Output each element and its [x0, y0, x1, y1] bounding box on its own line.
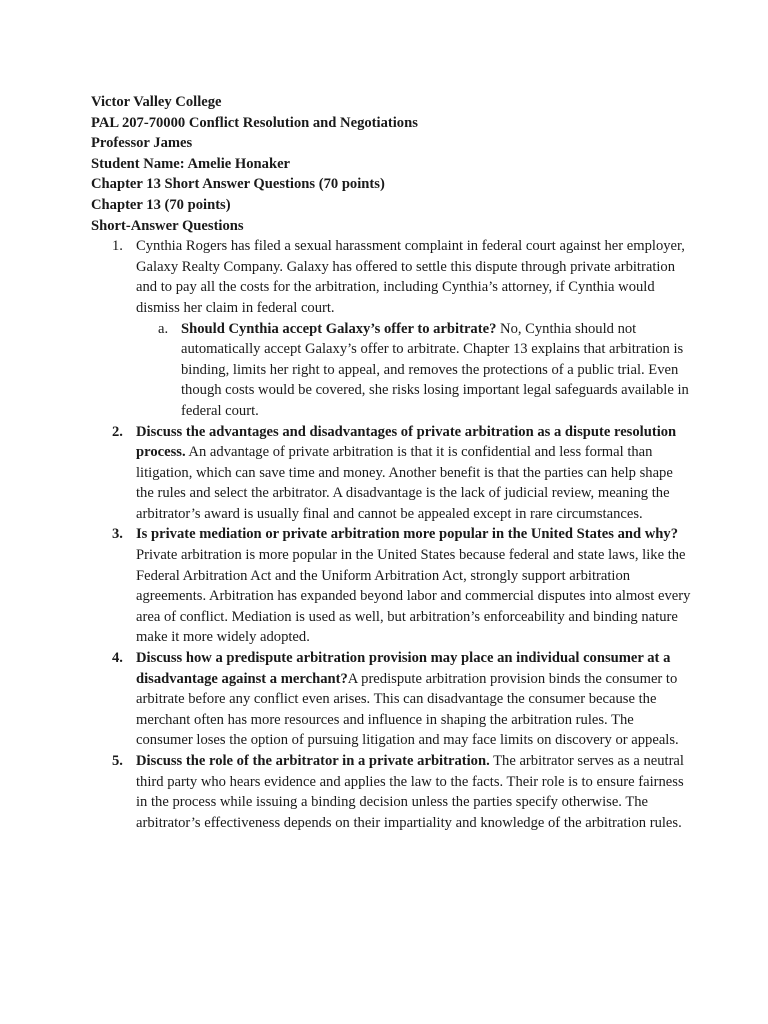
- sub-question-item: [136, 319, 691, 422]
- question-item-3: [91, 524, 691, 648]
- question-text: Is private mediation or private arbitration more popular in the United States and why?: [136, 526, 679, 543]
- question-item-2: [91, 422, 691, 525]
- sub-answer-text: No, Cynthia should not automatically accept Galaxy’s offer to arbitrate. Chapter 13 explains that arbitration is binding, limits her right to appeal, and removes the protections of a public trial. Even though costs would be covered, she risks losing important legal safeguards available in federal court.: [181, 320, 689, 419]
- question-number: 4.: [112, 650, 123, 667]
- question-number: 2.: [112, 423, 123, 440]
- student-name: Student Name: Amelie Honaker: [91, 155, 291, 172]
- question-text: Discuss how a predispute arbitration provision may place an individual consumer at a disadvantage against a merchant?: [136, 650, 671, 687]
- question-item-4: [91, 648, 691, 751]
- question-text: Discuss the advantages and disadvantages of private arbitration as a dispute resolution process.: [136, 423, 677, 461]
- question-number: 3.: [112, 526, 123, 543]
- question-item-1: [91, 236, 691, 421]
- question-paragraph: [136, 751, 691, 833]
- answer-text: An advantage of private arbitration is that it is confidential and less formal than litigation, which can save time and money. Another benefit is that the parties can help shape the rules and select the arbitrator. A disadvantage is the lack of judicial review, meaning the arbitrator’s award is usually final and cannot be appealed except in rare circumstances.: [136, 444, 673, 522]
- answer-text: Private arbitration is more popular in the United States because federal and state laws, like the Federal Arbitration Act and the Uniform Arbitration Act, strongly support arbitration agreements. Arbitration has expanded beyond labor and commercial disputes into almost every area of conflict. Mediation is used as well, but arbitration’s enforceability and binding nature make it more widely adopted.: [136, 547, 691, 646]
- question-item-5: [91, 751, 691, 833]
- answer-text: The arbitrator serves as a neutral third party who hears evidence and applies the law to the facts. Their role is to ensure fairness in the process while issuing a binding decision unless the parties specify otherwise. The arbitrator’s effectiveness depends on their impartiality and knowledge of the arbitration rules.: [136, 753, 684, 831]
- college-name: Victor Valley College: [91, 94, 222, 110]
- sub-question-text: Should Cynthia accept Galaxy’s offer to arbitrate?: [181, 320, 497, 337]
- question-paragraph: [136, 648, 691, 751]
- question-paragraph: [136, 422, 691, 525]
- answer-text: A predispute arbitration provision binds the consumer to arbitrate before any conflict even arises. This can disadvantage the consumer because the merchant often has more resources and influence in shaping the arbitration rules. The consumer loses the option of pursuing litigation and may face limits on discovery or appeals.: [136, 670, 679, 749]
- section-heading: Short-Answer Questions: [91, 217, 244, 234]
- chapter-title: Chapter 13 (70 points): [91, 196, 231, 213]
- question-number: 1.: [112, 238, 123, 255]
- question-text: Cynthia Rogers has filed a sexual harassment complaint in federal court against her employer, Galaxy Realty Company. Galaxy has offered to settle this dispute through private arbitration and to pay all the costs for the arbitration, including Cynthia’s attorney, if Cynthia would dismiss her claim in federal court.: [136, 238, 685, 316]
- question-text: Discuss the role of the arbitrator in a private arbitration.: [136, 753, 490, 769]
- document-page: [91, 92, 691, 833]
- question-number: 5.: [112, 753, 123, 769]
- course-title: PAL 207-70000 Conflict Resolution and Negotiations: [91, 114, 418, 131]
- professor-name: Professor James: [91, 135, 193, 152]
- sub-question-paragraph: [181, 319, 691, 422]
- question-paragraph: [136, 524, 691, 648]
- question-list: [91, 236, 691, 833]
- assignment-title: Chapter 13 Short Answer Questions (70 points): [91, 176, 385, 193]
- sub-question-letter: a.: [158, 320, 169, 337]
